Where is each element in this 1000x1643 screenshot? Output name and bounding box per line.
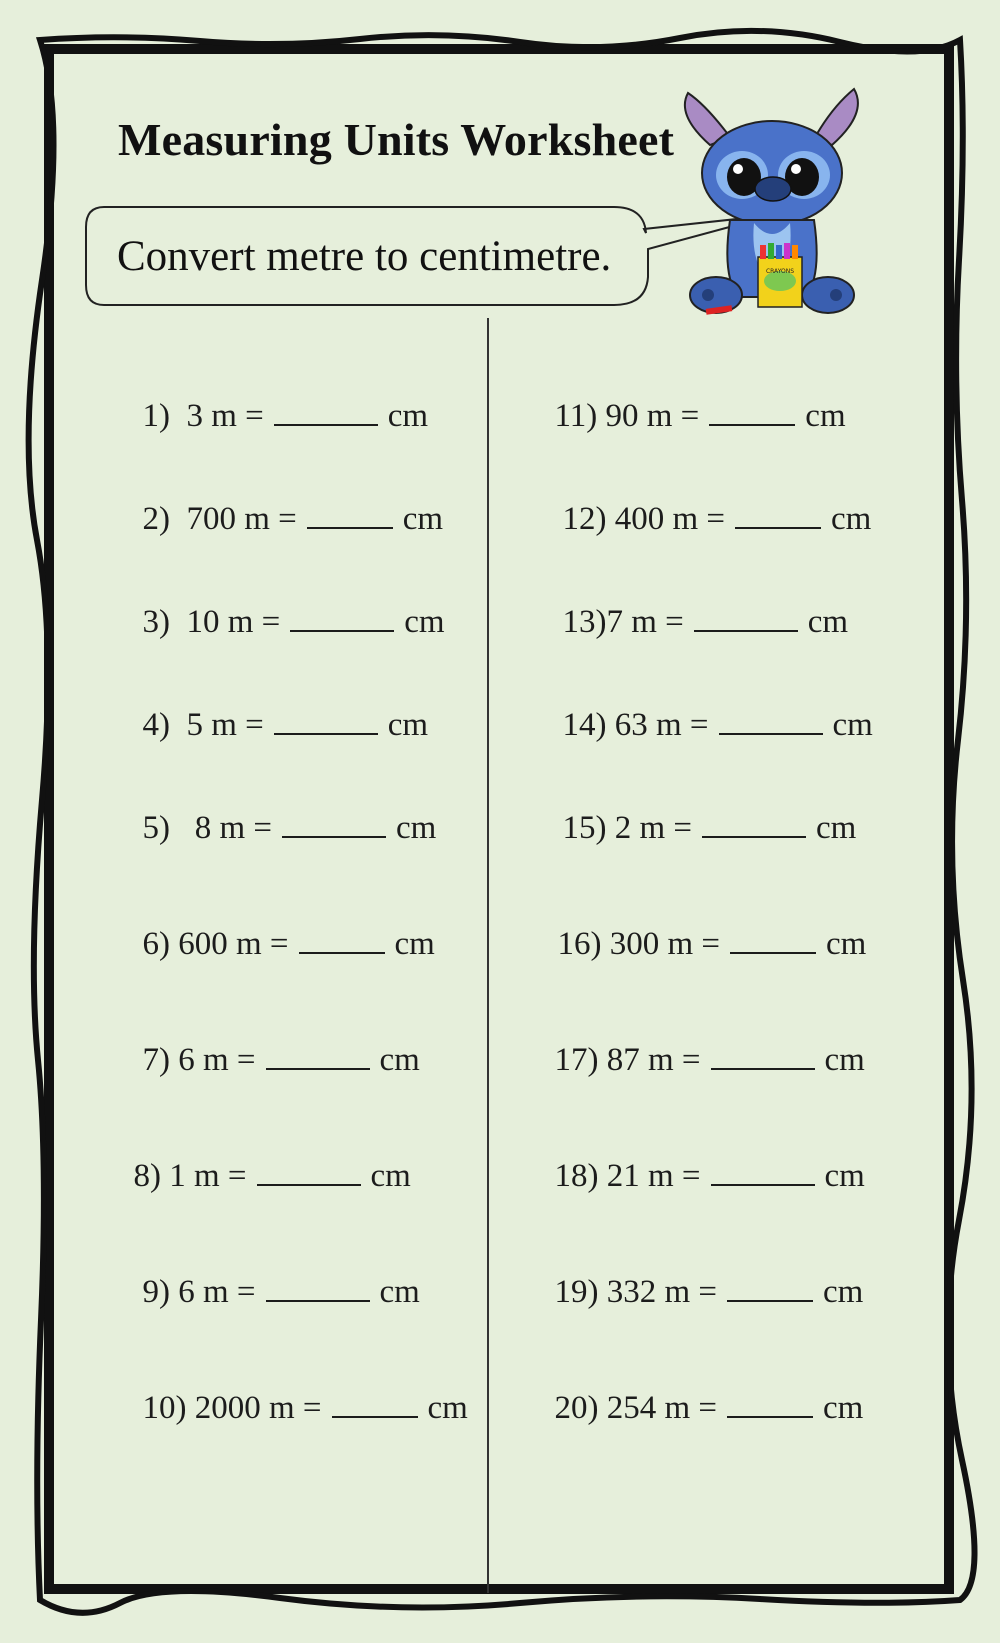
answer-blank[interactable] xyxy=(735,497,821,529)
answer-blank[interactable] xyxy=(711,1038,815,1070)
answer-blank[interactable] xyxy=(266,1270,370,1302)
answer-blank[interactable] xyxy=(332,1386,418,1418)
mascot-illustration xyxy=(682,85,862,325)
answer-blank[interactable] xyxy=(274,394,378,426)
answer-blank[interactable] xyxy=(730,922,816,954)
question-4: 4) 5 m = cm xyxy=(126,661,428,703)
answer-blank[interactable] xyxy=(694,600,798,632)
question-17: 17) 87 m = cm xyxy=(538,996,865,1038)
answer-blank[interactable] xyxy=(307,497,393,529)
answer-blank[interactable] xyxy=(282,806,386,838)
question-2: 2) 700 m = cm xyxy=(126,455,443,497)
answer-blank[interactable] xyxy=(274,703,378,735)
question-20: 20) 254 m = cm xyxy=(538,1344,863,1386)
question-9: 9) 6 m = cm xyxy=(126,1228,420,1270)
answer-blank[interactable] xyxy=(266,1038,370,1070)
answer-blank[interactable] xyxy=(257,1154,361,1186)
answer-blank[interactable] xyxy=(719,703,823,735)
question-7: 7) 6 m = cm xyxy=(126,996,420,1038)
worksheet-title: Measuring Units Worksheet xyxy=(118,114,675,165)
question-3: 3) 10 m = cm xyxy=(126,558,445,600)
answer-blank[interactable] xyxy=(702,806,806,838)
question-19: 19) 332 m = cm xyxy=(538,1228,863,1270)
question-10: 10) 2000 m = cm xyxy=(126,1344,468,1386)
question-1: 1) 3 m = cm xyxy=(126,352,428,394)
question-14: 14) 63 m = cm xyxy=(546,661,873,703)
answer-blank[interactable] xyxy=(711,1154,815,1186)
question-5: 5) 8 m = cm xyxy=(126,764,436,806)
svg-text:CRAYONS: CRAYONS xyxy=(765,268,795,275)
question-13: 13)7 m = cm xyxy=(546,558,848,600)
answer-blank[interactable] xyxy=(709,394,795,426)
answer-blank[interactable] xyxy=(727,1386,813,1418)
column-divider xyxy=(487,318,489,1593)
answer-blank[interactable] xyxy=(727,1270,813,1302)
question-6: 6) 600 m = cm xyxy=(126,880,435,922)
question-15: 15) 2 m = cm xyxy=(546,764,856,806)
question-8: 8) 1 m = cm xyxy=(117,1112,411,1154)
question-12: 12) 400 m = cm xyxy=(546,455,871,497)
answer-blank[interactable] xyxy=(299,922,385,954)
question-16: 16) 300 m = cm xyxy=(541,880,866,922)
question-11: 11) 90 m = cm xyxy=(538,352,846,394)
instruction-text: Convert metre to centimetre. xyxy=(117,233,612,280)
question-18: 18) 21 m = cm xyxy=(538,1112,865,1154)
answer-blank[interactable] xyxy=(290,600,394,632)
